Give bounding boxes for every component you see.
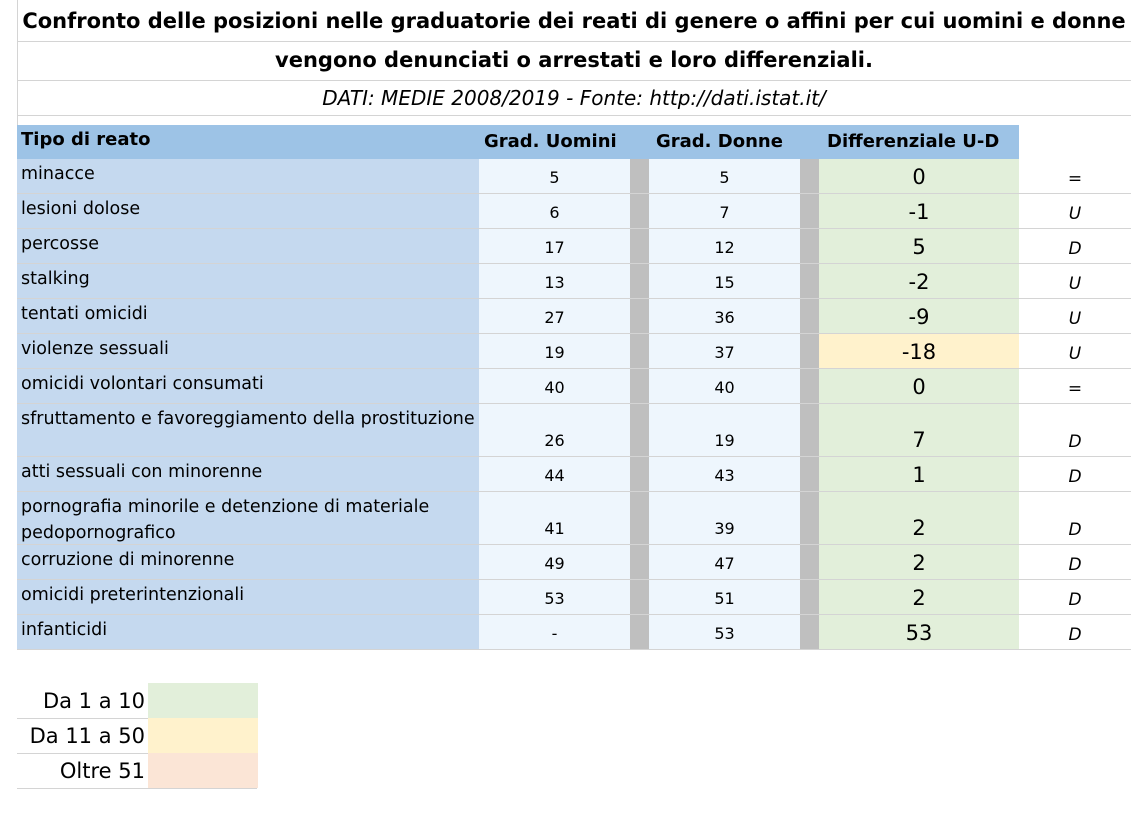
men-rank-cell (479, 159, 630, 193)
crime-name-cell (17, 194, 479, 228)
crime-name: tentati omicidi (21, 304, 148, 324)
direction-cell (1019, 334, 1131, 368)
men-rank-cell (479, 264, 630, 298)
women-rank: 12 (714, 238, 735, 257)
differential-cell (819, 299, 1019, 333)
women-rank: 39 (714, 519, 735, 538)
men-rank-cell (479, 334, 630, 368)
women-rank: 51 (714, 589, 735, 608)
women-rank-cell (649, 545, 800, 579)
legend-label: Da 11 a 50 (29, 724, 145, 748)
women-rank-cell (649, 299, 800, 333)
table-row (17, 545, 1131, 580)
header-diff: Differenziale U-D (827, 131, 1000, 152)
women-rank: 36 (714, 308, 735, 327)
differential-cell (819, 194, 1019, 228)
crime-name-cell (17, 580, 479, 614)
direction-mark: U (1068, 274, 1082, 294)
men-rank-cell (479, 299, 630, 333)
men-rank-cell (479, 229, 630, 263)
men-rank-cell (479, 457, 630, 491)
crime-name: sfruttamento e favoreggiamento della prostituzione (21, 409, 475, 429)
differential-value: 0 (912, 165, 926, 189)
women-rank-cell (649, 492, 800, 544)
direction-mark: D (1068, 555, 1082, 575)
column-separator (800, 194, 819, 228)
header-cell-women (649, 125, 819, 159)
women-rank: 15 (714, 273, 735, 292)
women-rank-cell (649, 159, 800, 193)
legend-swatch (148, 753, 258, 788)
title-line-2: vengono denunciati o arrestati e loro differenziali. (275, 48, 873, 72)
differential-cell (819, 580, 1019, 614)
men-rank-cell (479, 545, 630, 579)
crime-name-cell (17, 299, 479, 333)
men-rank: 44 (544, 466, 565, 485)
differential-cell (819, 457, 1019, 491)
men-rank: 26 (544, 431, 565, 450)
men-rank-cell (479, 615, 630, 649)
crime-name: infanticidi (21, 620, 108, 640)
column-separator (800, 334, 819, 368)
divider (17, 80, 1131, 81)
crime-name-cell (17, 334, 479, 368)
column-separator (630, 369, 649, 403)
column-separator (800, 369, 819, 403)
header-cell-diff (819, 125, 1019, 159)
women-rank: 43 (714, 466, 735, 485)
direction-cell (1019, 369, 1131, 403)
men-rank-cell (479, 194, 630, 228)
women-rank: 40 (714, 378, 735, 397)
direction-mark: D (1068, 432, 1082, 452)
men-rank: 40 (544, 378, 565, 397)
women-rank-cell (649, 229, 800, 263)
header-men: Grad. Uomini (484, 131, 617, 152)
differential-cell (819, 264, 1019, 298)
header-crime: Tipo di reato (21, 129, 151, 150)
direction-mark: D (1068, 467, 1082, 487)
legend-item (17, 753, 257, 789)
table-row (17, 194, 1131, 229)
divider (17, 41, 1131, 42)
women-rank-cell (649, 404, 800, 456)
subtitle: DATI: MEDIE 2008/2019 - Fonte: http://dati.istat.it/ (322, 86, 826, 110)
table-row (17, 229, 1131, 264)
column-separator (800, 580, 819, 614)
crime-name: violenze sessuali (21, 339, 169, 359)
crime-name-cell (17, 264, 479, 298)
table-row (17, 615, 1131, 650)
crime-name-cell (17, 615, 479, 649)
header-cell-men (479, 125, 649, 159)
column-separator (630, 334, 649, 368)
column-separator (800, 615, 819, 649)
column-separator (800, 457, 819, 491)
column-separator (800, 264, 819, 298)
differential-value: 2 (912, 551, 926, 575)
women-rank: 53 (714, 624, 735, 643)
column-separator (630, 299, 649, 333)
men-rank: 19 (544, 343, 565, 362)
direction-mark: = (1067, 169, 1083, 189)
differential-value: -18 (901, 340, 937, 364)
header-women: Grad. Donne (656, 131, 783, 152)
column-separator (630, 264, 649, 298)
column-separator (800, 492, 819, 544)
direction-cell (1019, 615, 1131, 649)
women-rank: 47 (714, 554, 735, 573)
men-rank-cell (479, 492, 630, 544)
differential-value: -1 (908, 200, 930, 224)
women-rank-cell (649, 264, 800, 298)
table-row (17, 369, 1131, 404)
crime-name: lesioni dolose (21, 199, 141, 219)
crime-name: stalking (21, 269, 90, 289)
table-row (17, 404, 1131, 457)
men-rank: 5 (549, 168, 560, 187)
women-rank: 7 (719, 203, 730, 222)
crime-name-cell (17, 159, 479, 193)
crime-name-cell (17, 229, 479, 263)
differential-value: 53 (905, 621, 933, 645)
differential-value: 2 (912, 586, 926, 610)
differential-value: 1 (912, 463, 926, 487)
women-rank-cell (649, 457, 800, 491)
direction-mark: U (1068, 344, 1082, 364)
men-rank-cell (479, 580, 630, 614)
column-separator (630, 194, 649, 228)
direction-cell (1019, 457, 1131, 491)
title-line-1: Confronto delle posizioni nelle graduatorie dei reati di genere o affini per cui uomini e donne (22, 9, 1126, 33)
crime-name-cell (17, 369, 479, 403)
legend-label: Oltre 51 (59, 759, 145, 783)
column-separator (630, 545, 649, 579)
differential-value: 0 (912, 375, 926, 399)
crime-name-cell (17, 545, 479, 579)
crime-name-cell (17, 404, 479, 456)
women-rank-cell (649, 194, 800, 228)
table-row (17, 264, 1131, 299)
women-rank-cell (649, 369, 800, 403)
women-rank-cell (649, 615, 800, 649)
differential-cell (819, 369, 1019, 403)
column-separator (630, 492, 649, 544)
divider (17, 0, 18, 125)
direction-mark: D (1068, 625, 1082, 645)
legend-swatch (148, 683, 258, 718)
direction-cell (1019, 492, 1131, 544)
crime-name: minacce (21, 164, 95, 184)
column-separator (630, 580, 649, 614)
column-separator (630, 404, 649, 456)
column-separator (630, 159, 649, 193)
column-separator (800, 404, 819, 456)
column-separator (630, 615, 649, 649)
legend-swatch (148, 718, 258, 753)
men-rank: - (551, 624, 558, 643)
direction-mark: D (1068, 520, 1082, 540)
direction-cell (1019, 159, 1131, 193)
column-separator (630, 229, 649, 263)
men-rank-cell (479, 404, 630, 456)
men-rank: 6 (549, 203, 560, 222)
column-separator (800, 159, 819, 193)
column-separator (800, 545, 819, 579)
direction-mark: U (1068, 309, 1082, 329)
men-rank-cell (479, 369, 630, 403)
differential-value: 2 (912, 516, 926, 540)
direction-cell (1019, 404, 1131, 456)
crime-name-cell (17, 457, 479, 491)
table-row (17, 299, 1131, 334)
men-rank: 17 (544, 238, 565, 257)
header-cell-crime (17, 125, 479, 159)
differential-cell (819, 334, 1019, 368)
differential-value: -9 (908, 305, 930, 329)
differential-cell (819, 404, 1019, 456)
legend-item (17, 683, 257, 719)
crime-name: pornografia minorile e detenzione di materiale pedopornografico (21, 497, 430, 543)
differential-cell (819, 229, 1019, 263)
table-row (17, 580, 1131, 615)
divider (17, 115, 1131, 116)
differential-cell (819, 492, 1019, 544)
women-rank-cell (649, 334, 800, 368)
table-row (17, 334, 1131, 369)
men-rank: 49 (544, 554, 565, 573)
direction-mark: D (1068, 239, 1082, 259)
legend-item (17, 718, 257, 754)
differential-value: 5 (912, 235, 926, 259)
direction-cell (1019, 299, 1131, 333)
men-rank: 13 (544, 273, 565, 292)
column-separator (800, 299, 819, 333)
direction-mark: U (1068, 204, 1082, 224)
women-rank: 5 (719, 168, 730, 187)
direction-cell (1019, 194, 1131, 228)
crime-name: omicidi volontari consumati (21, 374, 264, 394)
column-separator (630, 457, 649, 491)
crime-name: percosse (21, 234, 100, 254)
differential-cell (819, 159, 1019, 193)
crime-name: corruzione di minorenne (21, 550, 235, 570)
direction-cell (1019, 229, 1131, 263)
crime-name: omicidi preterintenzionali (21, 585, 245, 605)
differential-cell (819, 615, 1019, 649)
direction-mark: = (1067, 379, 1083, 399)
men-rank: 27 (544, 308, 565, 327)
table-row (17, 457, 1131, 492)
crime-name: atti sessuali con minorenne (21, 462, 263, 482)
table-row (17, 492, 1131, 545)
women-rank-cell (649, 580, 800, 614)
direction-cell (1019, 264, 1131, 298)
legend-label: Da 1 a 10 (42, 689, 145, 713)
column-separator (800, 229, 819, 263)
direction-cell (1019, 580, 1131, 614)
differential-cell (819, 545, 1019, 579)
men-rank: 41 (544, 519, 565, 538)
differential-value: 7 (912, 428, 926, 452)
crime-name-cell (17, 492, 479, 544)
men-rank: 53 (544, 589, 565, 608)
differential-value: -2 (908, 270, 930, 294)
table-row (17, 159, 1131, 194)
women-rank: 19 (714, 431, 735, 450)
women-rank: 37 (714, 343, 735, 362)
direction-mark: D (1068, 590, 1082, 610)
direction-cell (1019, 545, 1131, 579)
